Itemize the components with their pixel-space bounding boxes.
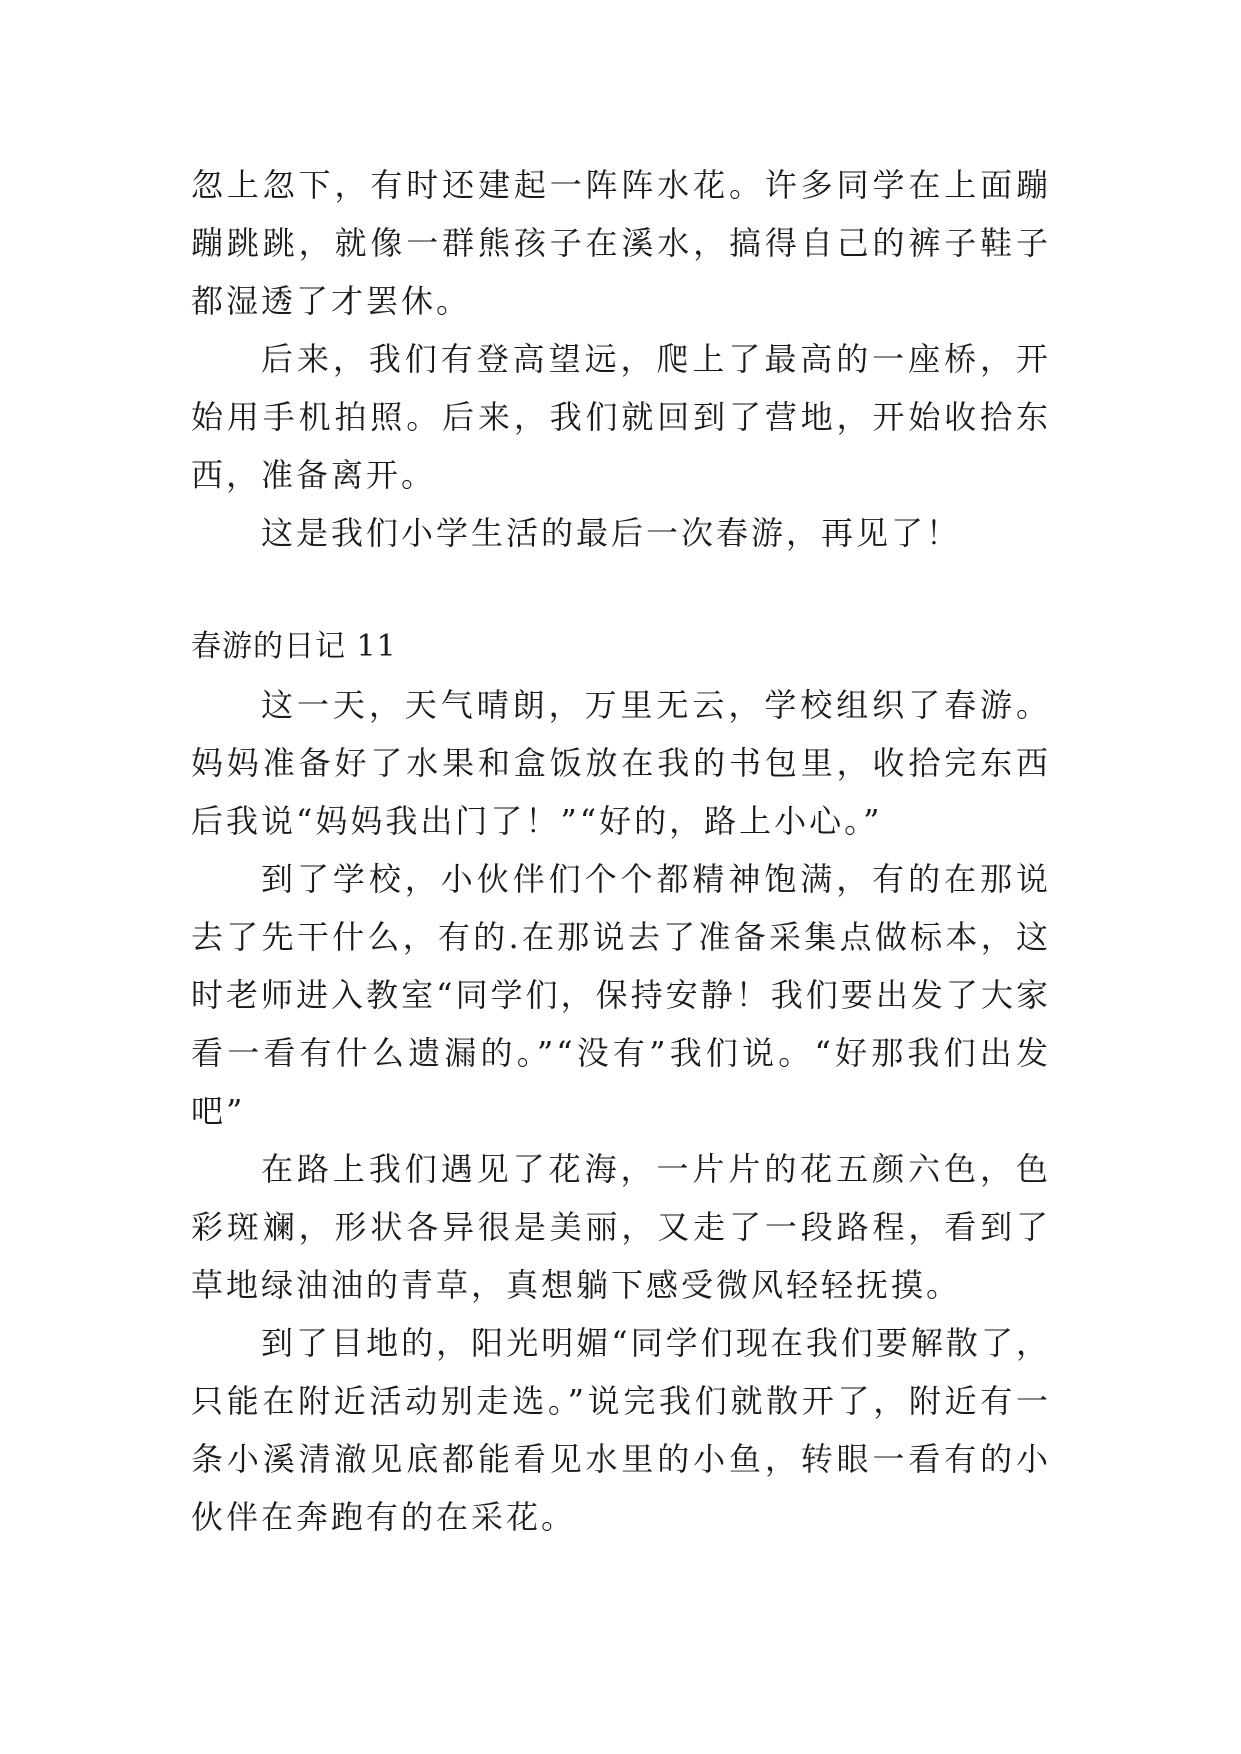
document-body (191, 156, 1051, 1546)
paragraph: 到了目地的，阳光明媚“同学们现在我们要解散了，只能在附近活动别走选。”说完我们就散开了，附近有一条小溪清澈见底都能看见水里的小鱼，转眼一看有的小伙伴在奔跑有的在采花。 (191, 1324, 1051, 1536)
paragraph: 到了学校，小伙伴们个个都精神饱满，有的在那说去了先干什么，有的.在那说去了准备采集点做标本，这时老师进入教室“同学们，保持安静！我们要出发了大家看一看有什么遗漏的。”“没有”我们说。“好那我们出发吧” (191, 860, 1051, 1130)
paragraph: 在路上我们遇见了花海，一片片的花五颜六色，色彩斑斓，形状各异很是美丽，又走了一段路程，看到了草地绿油油的青草，真想躺下感受微风轻轻抚摸。 (191, 1150, 1051, 1304)
paragraph-continued: 忽上忽下，有时还建起一阵阵水花。许多同学在上面蹦蹦跳跳，就像一群熊孩子在溪水，搞得自己的裤子鞋子都湿透了才罢休。 (191, 166, 1051, 320)
paragraph: 这是我们小学生活的最后一次春游，再见了！ (261, 514, 962, 552)
section-title: 春游的日记 11 (191, 629, 397, 664)
paragraph: 后来，我们有登高望远，爬上了最高的一座桥，开始用手机拍照。后来，我们就回到了营地，开始收拾东西，准备离开。 (191, 340, 1051, 494)
paragraph: 这一天，天气晴朗，万里无云，学校组织了春游。妈妈准备好了水果和盒饭放在我的书包里，收拾完东西后我说“妈妈我出门了！”“好的，路上小心。” (191, 686, 1051, 840)
